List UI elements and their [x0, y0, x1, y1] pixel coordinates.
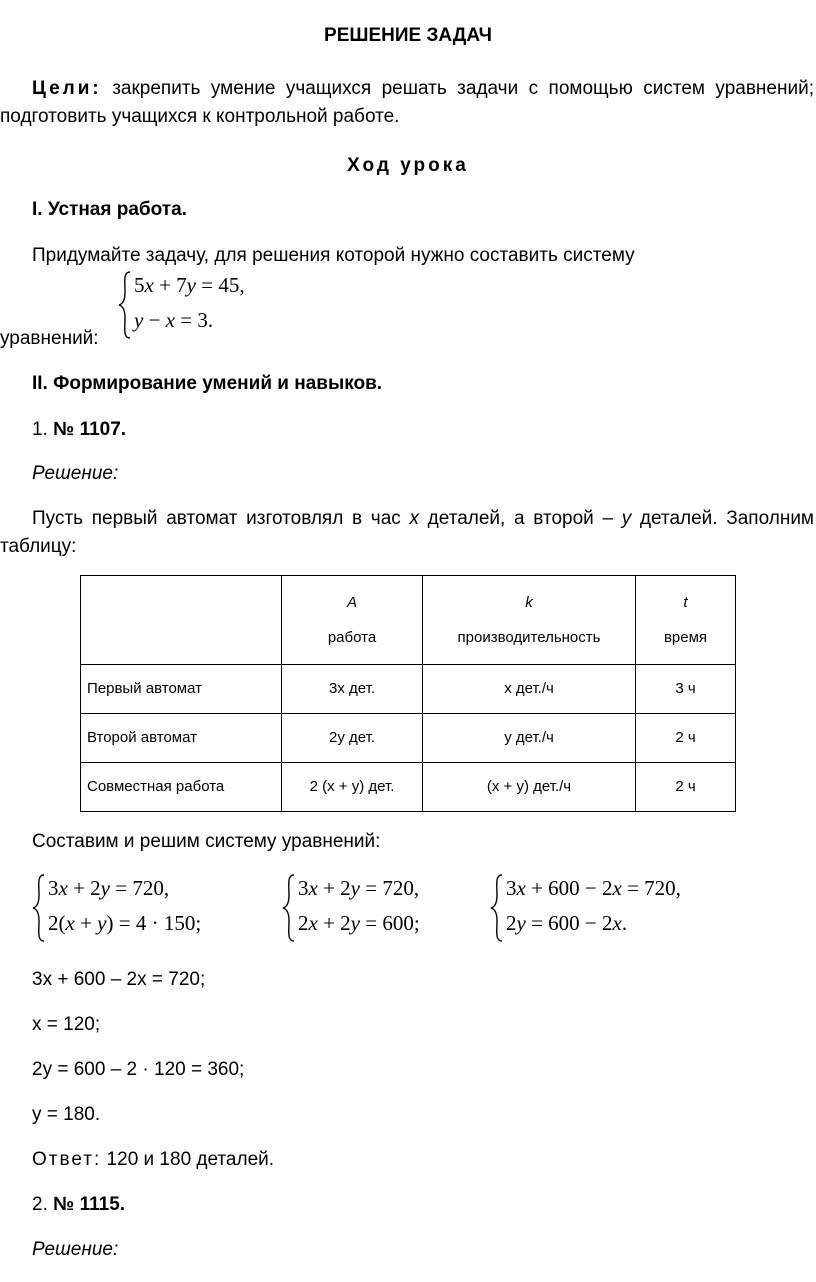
left-brace-icon: [490, 873, 504, 943]
section1-line2: уравнений:: [0, 328, 99, 349]
table-row: [81, 665, 736, 714]
table-cell: Второй автомат: [81, 714, 282, 763]
goals-paragraph: [0, 75, 814, 130]
table-row: [81, 763, 736, 812]
table-header-cell: A работа: [282, 576, 423, 665]
equation-line: 3x + 600 − 2x = 720,: [506, 876, 681, 900]
section1-line1: Придумайте задачу, для решения которой нужно составить систему: [32, 245, 635, 266]
table-cell: 3x дет.: [282, 665, 423, 714]
table-header-cell: k производительность: [423, 576, 636, 665]
equation-line: 2x + 2y = 600;: [298, 911, 420, 935]
table-cell: 3 ч: [636, 665, 736, 714]
equation-line: 5x + 7y = 45,: [134, 273, 245, 297]
table-cell: 2 ч: [636, 763, 736, 812]
table-cell: 2y дет.: [282, 714, 423, 763]
answer-label: Ответ:: [32, 1149, 102, 1170]
table-cell: Первый автомат: [81, 665, 282, 714]
table-cell: y дет./ч: [423, 714, 636, 763]
table-header-row: [81, 576, 736, 665]
left-brace-icon: [282, 873, 296, 943]
table-cell: Совместная работа: [81, 763, 282, 812]
section1-heading: I. Устная работа.: [32, 199, 187, 220]
equation-line: 3x + 2y = 720,: [298, 876, 420, 900]
solution-line: 3x + 600 – 2x = 720;: [32, 969, 206, 990]
table-header-cell: [81, 576, 282, 665]
table-cell: x дет./ч: [423, 665, 636, 714]
solution-line: 2y = 600 – 2 · 120 = 360;: [32, 1059, 245, 1080]
answer-text: 120 и 180 деталей.: [101, 1149, 275, 1170]
table-cell: (x + y) дет./ч: [423, 763, 636, 812]
page-title: РЕШЕНИЕ ЗАДАЧ: [324, 25, 492, 46]
goals-label: Цели:: [32, 78, 102, 99]
task1-intro: Пусть первый автомат изготовлял в час x деталей, а второй – y деталей. Заполним таблицу:: [0, 508, 814, 557]
compose-text: Составим и решим систему уравнений:: [32, 831, 381, 852]
section2-heading: II. Формирование умений и навыков.: [32, 373, 383, 394]
task2-number: 2. № 1115.: [32, 1194, 126, 1215]
goals-text: закрепить умение учащихся решать задачи с помощью систем уравнений; подготовить учащихся к контрольной работе.: [0, 78, 814, 127]
answer-line: [32, 1146, 274, 1174]
equation-line: 2(x + y) = 4 · 150;: [48, 911, 202, 935]
equation-line: 3x + 2y = 720,: [48, 876, 170, 900]
task1-solution-label: Решение:: [32, 463, 119, 484]
lesson-heading: Ход урока: [347, 155, 469, 176]
solution-line: y = 180.: [32, 1104, 101, 1125]
left-brace-icon: [32, 873, 46, 943]
table-row: [81, 714, 736, 763]
table-cell: 2 ч: [636, 714, 736, 763]
task1-number: 1. № 1107.: [32, 419, 127, 440]
table-cell: 2 (x + y) дет.: [282, 763, 423, 812]
task2-solution-label: Решение:: [32, 1239, 119, 1260]
data-table: [80, 575, 736, 812]
solution-line: x = 120;: [32, 1014, 101, 1035]
equation-line: y − x = 3.: [134, 308, 214, 332]
equation-line: 2y = 600 − 2x.: [506, 911, 628, 935]
table-header-cell: t время: [636, 576, 736, 665]
